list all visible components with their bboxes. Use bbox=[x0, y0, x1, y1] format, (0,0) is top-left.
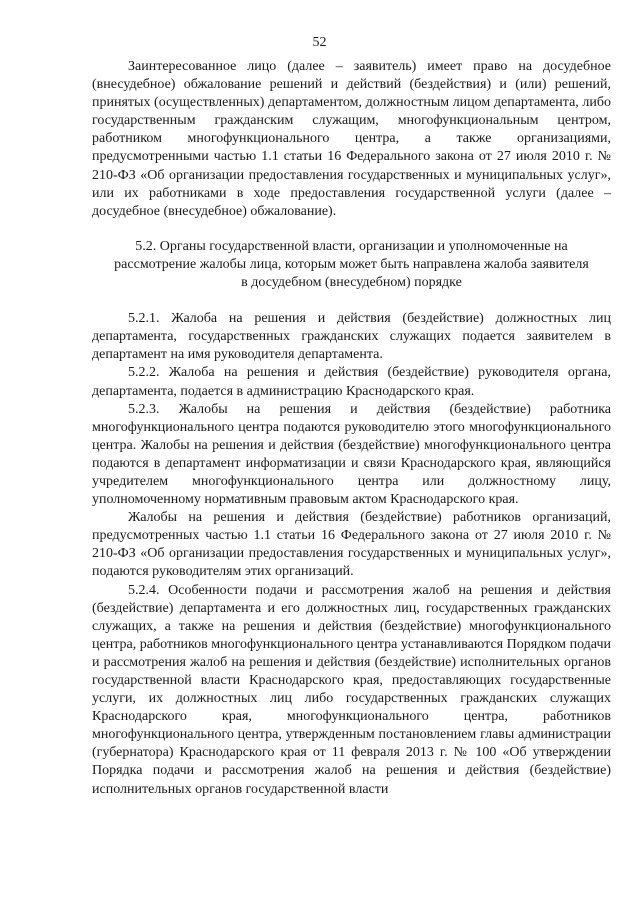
page-number: 52 bbox=[312, 35, 327, 50]
document-body bbox=[92, 58, 611, 799]
paragraph-5-2-3-continued: Жалобы на решения и действия (бездействие) работников организаций, предусмотренных частью 1.1 статьи 16 Федерального закона от 27 июля 2010 г. № 210-ФЗ «Об организации предоставления государственных и муниципальных услуг», подаются руководителям этих организаций. bbox=[92, 510, 611, 580]
paragraph-5-2-1: 5.2.1. Жалоба на решения и действия (бездействие) должностных лиц департамента, государственных гражданских служащих подается заявителем в департамент на имя руководителя департамента. bbox=[92, 311, 611, 363]
paragraph-5-2-3: 5.2.3. Жалобы на решения и действия (бездействие) работника многофункционального центра подаются руководителю этого многофункционального центра. Жалобы на решения и действия (бездействие) многофункционального центра подаются в департамент информатизации и связи Краснодарского края, являющийся учредителем многофункционального центра или должностному лицу, уполномоченному нормативным правовым актом Краснодарского края. bbox=[92, 401, 611, 508]
paragraph-5-2-2: 5.2.2. Жалоба на решения и действия (бездействие) руководителя органа, департамента, подается в администрацию Краснодарского края. bbox=[92, 365, 611, 399]
paragraph-5-2-4: 5.2.4. Особенности подачи и рассмотрения жалоб на решения и действия (бездействие) департамента и его должностных лиц, государственных гражданских служащих, а также на решения и действия (бездействие) многофункционального центра, работников многофункционального центра устанавливаются Порядком подачи и рассмотрения жалоб на решения и действия (бездействие) исполнительных органов государственной власти Краснодарского края, предоставляющих государственные услуги, их должностных лиц либо государственных гражданских служащих Краснодарского края, многофункционального центра, работников многофункционального центра, утвержденным постановлением главы администрации (губернатора) Краснодарского края от 11 февраля 2013 г. № 100 «Об утверждении Порядка подачи и рассмотрения жалоб на решения и действия (бездействие) исполнительных органов государственной власти bbox=[92, 582, 611, 797]
section-heading: 5.2. Органы государственной власти, организации и уполномоченные на рассмотрение жалобы лица, которым может быть направлена жалоба заявителя в досудебном (внесудебном) порядке bbox=[114, 238, 589, 291]
intro-paragraph: Заинтересованное лицо (далее – заявитель) имеет право на досудебное (внесудебное) обжалование решений и действий (бездействия) и (или) решений, принятых (осуществленных) департаментом, должностным лицом департамента, либо государственным гражданским служащим, многофункциональным центром, работником многофункционального центра, а также организациями, предусмотренными частью 1.1 статьи 16 Федерального закона от 27 июля 2010 г. № 210-ФЗ «Об организации предоставления государственных и муниципальных услуг», или их работниками в ходе предоставления государственной услуги (далее – досудебное (внесудебное) обжалование). bbox=[92, 59, 611, 219]
